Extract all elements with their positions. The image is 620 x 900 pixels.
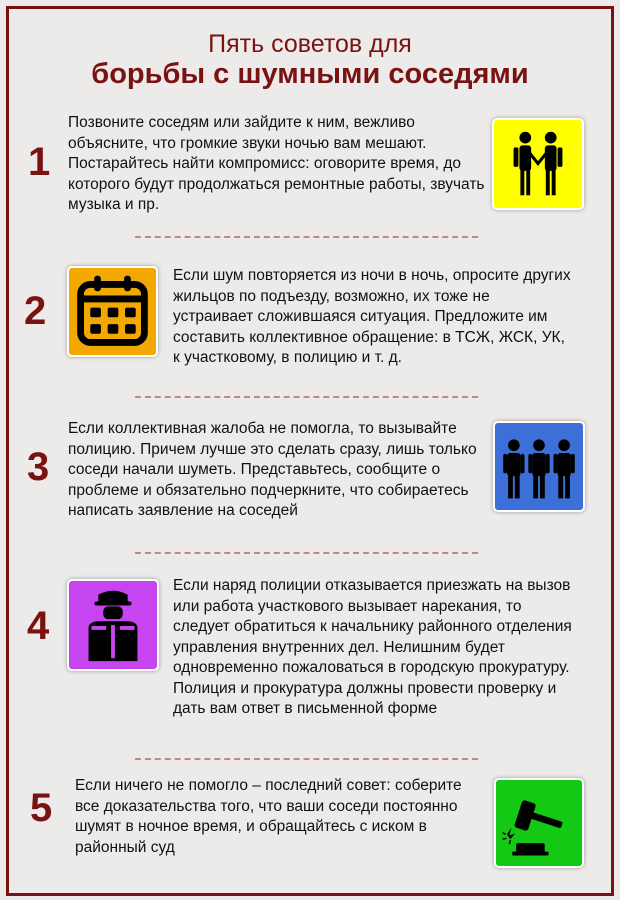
tip-3-number: 3 — [27, 445, 50, 489]
divider — [135, 552, 478, 554]
tip-4-number: 4 — [27, 604, 50, 648]
police-officer-icon — [67, 579, 159, 671]
tip-2-text: Если шум повторяется из ночи в ночь, опросите других жильцов по подъезду, возможно, их тоже не устраивает сложившаяся ситуация. Предложите им составить коллективное обращение: в ТСЖ, ЖСК, УК, к участковому, в полицию и т. д. — [173, 267, 571, 366]
title-line-2: борьбы с шумными соседями — [91, 58, 529, 90]
title-line-1: Пять советов для — [208, 30, 412, 58]
tip-5-number: 5 — [30, 786, 53, 830]
tip-1-number: 1 — [28, 140, 51, 184]
divider — [135, 236, 478, 238]
divider — [135, 396, 478, 398]
handshake-icon — [492, 118, 584, 210]
tip-2-number: 2 — [24, 289, 47, 333]
judge-gavel-icon — [494, 778, 584, 868]
tip-4-text: Если наряд полиции отказывается приезжать на вызов или работа участкового вызывает нарекания, то следует обратиться к начальнику районного отделения управления внутренних дел. Нелишним будет одновременно пожаловаться в городскую прокуратуру. Полиция и прокуратура должны провести проверку и дать вам ответ в письменной форме — [173, 577, 572, 717]
tip-1-text: Позвоните соседям или зайдите к ним, вежливо объясните, что громкие звуки ночью вам мешают. Постарайтесь найти компромисс: оговорите время, до которого будут продолжаться ремонтные работы, звучать музыка и пр. — [68, 114, 485, 213]
tip-5-text: Если ничего не помогло – последний совет: соберите все доказательства того, что ваши соседи постоянно шумят в ночное время, и обращайтесь с иском в районный суд — [75, 777, 462, 856]
calendar-icon — [67, 266, 158, 357]
tip-3-text: Если коллективная жалоба не помогла, то вызывайте полицию. Причем лучше это сделать сразу, лишь только соседи начали шуметь. Представьтесь, сообщите о проблеме и обязательно подчеркните, что собираетесь написать заявление на соседей — [68, 420, 477, 519]
group-of-people-icon — [493, 421, 585, 512]
divider — [135, 758, 478, 760]
